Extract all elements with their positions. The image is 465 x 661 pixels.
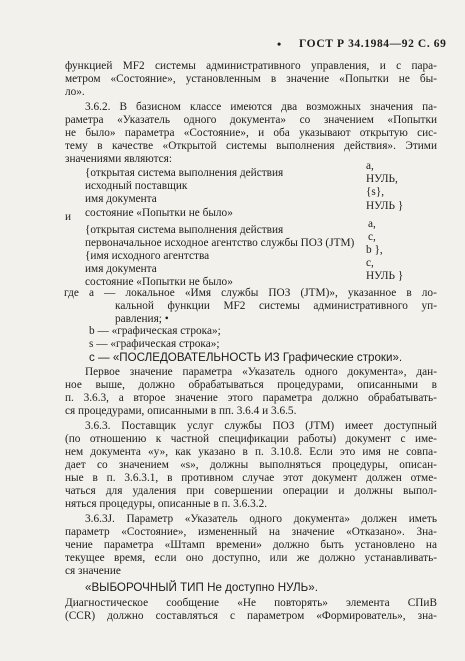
text-line: функцией MF2 системы административного управления, и с пара-: [65, 60, 437, 72]
text-line: 3.6.3. Поставщик услуг службы ПОЗ (JTM) имеет доступный: [85, 420, 437, 432]
value-item: а,: [368, 218, 376, 230]
value-item: а,: [366, 160, 374, 172]
text-line: {открытая система выполнения действия: [85, 224, 284, 236]
text-line: ное выше, должно обрабатываться процедурами, описанными в: [65, 379, 437, 391]
text-line: дает со значением «s», должны выполняться процедуры, описан-: [65, 459, 437, 471]
text-line: первоначальное исходное агентство службы ПОЗ (JTM): [85, 237, 355, 249]
page-header: ГОСТ Р 34.1984—92 С. 69: [299, 38, 447, 50]
text-line: состояние «Попытки не было»: [85, 207, 233, 219]
value-item: с,: [368, 231, 376, 243]
text-line: не было» параметра «Состояние», и оба указывают открытую сис-: [65, 127, 437, 139]
text-line: исходный поставщик: [85, 180, 188, 192]
text-line: параметр «Состояние», измененный на значение «Отказано». Зна-: [65, 526, 437, 538]
text-line: Первое значение параметра «Указатель одного документа», дан-: [85, 366, 437, 378]
text-line: 3.6.2. В базисном классе имеются два возможных значения па-: [85, 101, 437, 113]
text-line: ные в п. 3.6.3.1, в противном случае этот документ должен отме-: [65, 472, 437, 484]
text-line: b — «графическая строка»;: [89, 325, 221, 337]
text-line: «ВЫБОРОЧНЫЙ ТИП Не доступно НУЛЬ».: [85, 581, 318, 594]
text-line: где а — локальное «Имя службы ПОЗ (JTM)», указанное в ло-: [64, 287, 437, 299]
text-line: Диагностическое сообщение «Не повторять» элемента СПиВ: [65, 597, 437, 609]
text-line: имя документа: [85, 193, 157, 205]
value-item: {s},: [366, 186, 385, 198]
text-line: (CCR) должно составляться с параметром «Формирователь», зна-: [65, 610, 437, 622]
text-line: ся процедурами, описанными в пп. 3.6.4 и 3.6.5.: [65, 405, 297, 417]
text-line: {имя исходного агентства: [85, 250, 210, 262]
text-line: 3.6.3J. Параметр «Указатель одного документа» должен иметь: [85, 513, 437, 525]
text-line: (по отношению к частной спецификации работы) документ с име-: [65, 433, 437, 445]
text-line: раметра «Указатель одного документа» со значением «Попытки: [65, 114, 437, 126]
text-line: няться процедуры, описанные в п. 3.6.3.2.: [65, 498, 268, 510]
text-line: чение параметра «Штамп времени» должно быть установлено на: [65, 539, 437, 551]
text-line: состояние «Попытки не было»: [85, 276, 233, 288]
text-line: чаться для удаления при совершении операции и должны выпол-: [65, 485, 437, 497]
value-item: b },: [366, 244, 383, 256]
text-line: п. 3.6.3, а второе значение этого параметра должно обрабатывать-: [65, 392, 437, 404]
text-line: ло».: [65, 86, 85, 98]
text-line: текущее время, если оно доступно, или же должно устанавливать-: [65, 552, 437, 564]
value-item: НУЛЬ }: [366, 200, 404, 212]
header-mark: •: [277, 37, 282, 51]
text-line: с — «ПОСЛЕДОВАТЕЛЬНОСТЬ ИЗ Графические строки».: [89, 351, 403, 364]
text-line: значениями являются:: [65, 153, 173, 165]
text-line: нем документа «у», как указано в п. 3.10.8. Если это имя не совпа-: [65, 446, 437, 458]
text-line: s — «графическая строка»;: [89, 338, 220, 350]
text-line: метром «Состояние», установленным в значение «Попытки не бы-: [65, 73, 437, 85]
value-item: с,: [366, 257, 374, 269]
text-line: кальной функции MF2 системы административного уп-: [115, 300, 437, 312]
text-line: имя документа: [85, 263, 157, 275]
text-line: ся значение: [65, 565, 121, 577]
text-line: и: [65, 211, 72, 223]
value-item: НУЛЬ,: [366, 173, 398, 185]
text-line: {открытая система выполнения действия: [85, 167, 284, 179]
text-line: равления; •: [115, 313, 169, 325]
text-line: тему в качестве «Открытой системы выполнения действия». Этими: [65, 140, 437, 152]
value-item: НУЛЬ }: [366, 270, 404, 282]
